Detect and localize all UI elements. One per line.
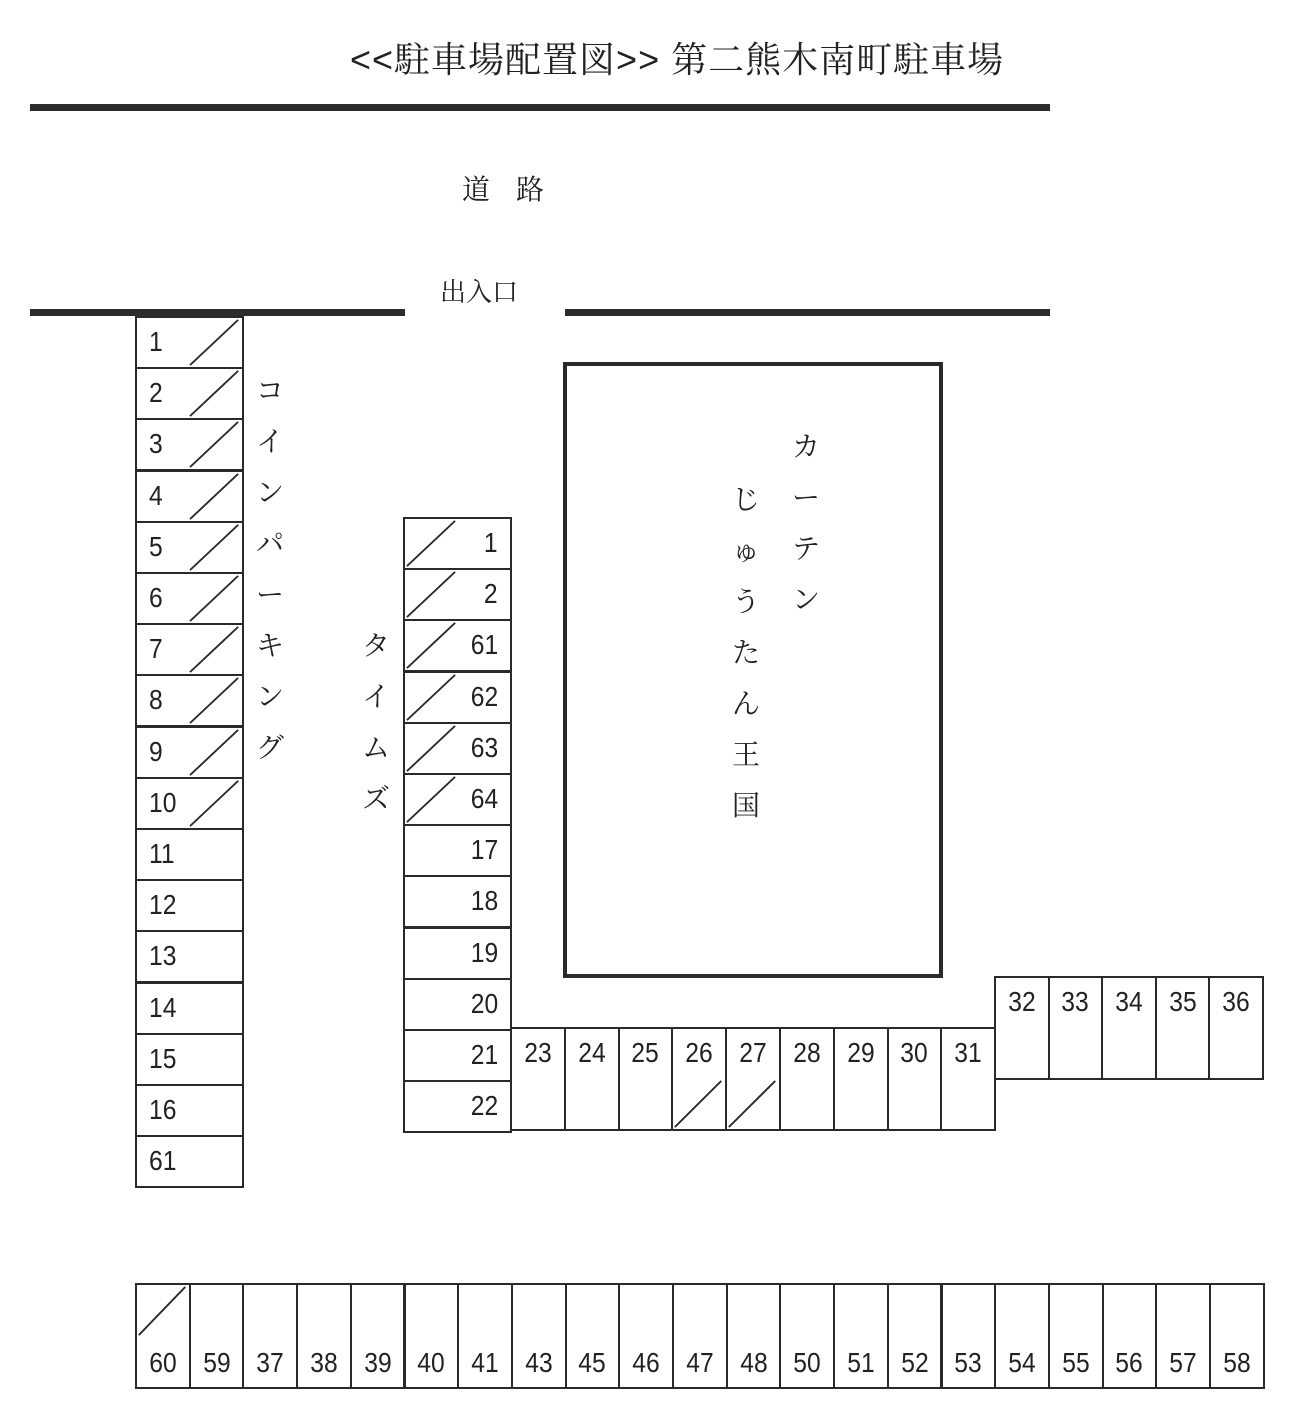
parking-stall[interactable]: [135, 828, 244, 881]
stall-number: 12: [149, 889, 177, 921]
stall-number: 37: [256, 1347, 284, 1378]
stall-number: 41: [471, 1347, 499, 1378]
shop-name-char: 国: [732, 790, 761, 821]
parking-stall[interactable]: [672, 1283, 728, 1389]
parking-stall[interactable]: [135, 367, 244, 420]
label-char: イ: [362, 681, 391, 712]
stall-number: 46: [632, 1347, 660, 1378]
label-char: パ: [256, 528, 285, 559]
parking-stall[interactable]: [1102, 1283, 1158, 1389]
label-char: イ: [256, 426, 285, 457]
parking-stall[interactable]: [887, 1283, 943, 1389]
parking-stall[interactable]: [1101, 976, 1157, 1080]
parking-stall[interactable]: [779, 1027, 835, 1131]
parking-stall[interactable]: [403, 619, 512, 672]
shop-name-char: ゅ: [732, 535, 761, 566]
stall-number: 28: [793, 1037, 821, 1068]
stall-number: 35: [1168, 986, 1197, 1017]
shop-name-char: た: [732, 637, 761, 668]
parking-stall[interactable]: [403, 671, 512, 724]
parking-stall[interactable]: [189, 1283, 245, 1389]
parking-stall[interactable]: [350, 1283, 406, 1389]
label-char: ー: [256, 579, 285, 610]
stall-number: 8: [149, 684, 163, 716]
stall-number: 1: [484, 527, 498, 558]
parking-stall[interactable]: [403, 824, 512, 877]
shop-name-char: ン: [792, 584, 821, 615]
stall-number: 17: [470, 834, 498, 866]
stall-number: 24: [577, 1037, 606, 1068]
parking-stall[interactable]: [940, 1027, 996, 1131]
stall-number: 55: [1062, 1347, 1090, 1378]
parking-stall[interactable]: [833, 1027, 889, 1131]
parking-stall[interactable]: [1209, 1283, 1265, 1389]
parking-stall[interactable]: [618, 1283, 674, 1389]
stall-number: 47: [686, 1347, 714, 1378]
stall-number: 7: [149, 633, 163, 665]
stall-number: 20: [470, 987, 498, 1019]
stall-number: 45: [578, 1347, 607, 1378]
parking-stall[interactable]: [833, 1283, 889, 1389]
parking-stall[interactable]: [135, 879, 244, 932]
parking-stall[interactable]: [135, 418, 244, 471]
stall-number: 48: [739, 1347, 768, 1378]
parking-stall[interactable]: [403, 1029, 512, 1082]
times-label: [362, 620, 390, 824]
shop-name-char: う: [732, 586, 761, 617]
stall-number: 38: [310, 1347, 338, 1378]
parking-stall[interactable]: [135, 674, 244, 727]
parking-stall[interactable]: [1208, 976, 1264, 1080]
stall-number: 61: [149, 1145, 177, 1177]
parking-stall[interactable]: [135, 1283, 191, 1389]
road-label: 道路: [462, 174, 571, 205]
label-char: ン: [256, 477, 285, 508]
parking-stall[interactable]: [135, 1084, 244, 1137]
stall-number: 56: [1115, 1347, 1144, 1378]
stall-number: 14: [149, 991, 177, 1023]
parking-stall[interactable]: [510, 1027, 566, 1131]
parking-stall[interactable]: [1155, 976, 1211, 1080]
parking-stall[interactable]: [403, 568, 512, 621]
lot-boundary-left: [30, 309, 405, 316]
parking-stall[interactable]: [135, 572, 244, 625]
label-char: ズ: [362, 783, 391, 814]
label-char: キ: [256, 630, 285, 661]
stall-number: 51: [847, 1347, 875, 1378]
parking-stall[interactable]: [565, 1283, 621, 1389]
label-char: コ: [256, 375, 285, 406]
stall-number: 18: [470, 885, 498, 917]
parking-stall[interactable]: [135, 470, 244, 523]
parking-stall[interactable]: [725, 1027, 781, 1131]
shop-name-line-1: [792, 421, 820, 625]
shop-name-char: カ: [792, 431, 821, 462]
shop-name-char: 王: [732, 739, 761, 770]
parking-stall[interactable]: [135, 726, 244, 779]
stall-number: 16: [149, 1094, 177, 1125]
stall-number: 6: [149, 582, 163, 613]
shop-name-line-2: [732, 474, 760, 831]
parking-stall[interactable]: [726, 1283, 782, 1389]
parking-stall[interactable]: [135, 777, 244, 830]
stall-number: 5: [149, 530, 163, 562]
stall-number: 54: [1008, 1347, 1036, 1378]
parking-stall[interactable]: [403, 978, 512, 1031]
stall-number: 13: [149, 940, 177, 972]
parking-stall[interactable]: [242, 1283, 298, 1389]
shop-building: [563, 362, 943, 978]
wall-segment: [994, 976, 996, 1131]
stall-number: 15: [149, 1042, 177, 1074]
stall-number: 34: [1115, 986, 1143, 1017]
parking-stall[interactable]: [564, 1027, 620, 1131]
stall-number: 59: [202, 1347, 231, 1378]
parking-stall[interactable]: [1048, 976, 1104, 1080]
label-char: グ: [256, 732, 285, 763]
entrance-label: 出入口: [440, 277, 519, 307]
stall-number: 30: [900, 1037, 929, 1068]
lot-boundary-right: [565, 309, 1050, 316]
parking-stall[interactable]: [135, 521, 244, 574]
parking-stall[interactable]: [296, 1283, 352, 1389]
label-char: タ: [362, 630, 391, 661]
parking-stall[interactable]: [403, 722, 512, 775]
stall-number: 22: [470, 1090, 498, 1122]
stall-number: 26: [685, 1037, 713, 1068]
stall-number: 21: [470, 1039, 498, 1070]
shop-name-char: テ: [792, 533, 821, 564]
parking-stall[interactable]: [403, 875, 512, 928]
stall-number: 40: [417, 1347, 446, 1378]
stall-number: 11: [149, 838, 175, 869]
stall-number: 23: [524, 1037, 552, 1068]
parking-stall[interactable]: [403, 1080, 512, 1133]
coin-parking-label: [256, 365, 284, 773]
stall-number: 57: [1169, 1347, 1197, 1378]
stall-number: 60: [149, 1347, 177, 1378]
stall-number: 63: [470, 731, 498, 763]
parking-stall[interactable]: [404, 1283, 460, 1389]
stall-number: 2: [149, 377, 163, 409]
parking-stall[interactable]: [135, 623, 244, 676]
stall-number: 31: [954, 1037, 982, 1068]
stall-number: 29: [846, 1037, 875, 1068]
stall-number: 61: [470, 629, 498, 661]
parking-stall[interactable]: [779, 1283, 835, 1389]
stall-number: 32: [1008, 986, 1036, 1017]
stall-number: 10: [149, 786, 177, 818]
parking-stall[interactable]: [403, 927, 512, 980]
label-char: ン: [256, 681, 285, 712]
road-top-boundary: [30, 104, 1050, 111]
page-title: <<駐車場配置図>> 第二熊木南町駐車場: [350, 39, 1005, 80]
stall-number: 33: [1061, 986, 1090, 1017]
parking-stall[interactable]: [994, 1283, 1050, 1389]
parking-stall[interactable]: [403, 773, 512, 826]
stall-number: 58: [1223, 1347, 1251, 1378]
parking-stall[interactable]: [1155, 1283, 1211, 1389]
parking-stall[interactable]: [135, 930, 244, 983]
stall-number: 62: [470, 680, 498, 712]
stall-number: 9: [149, 735, 163, 767]
stall-number: 3: [149, 428, 163, 460]
stall-number: 53: [954, 1347, 983, 1378]
parking-stall[interactable]: [135, 1033, 244, 1086]
parking-stall[interactable]: [1048, 1283, 1104, 1389]
wall-segment: [510, 1027, 996, 1029]
shop-name-char: じ: [732, 484, 761, 515]
parking-stall[interactable]: [887, 1027, 943, 1131]
stall-number: 36: [1222, 986, 1250, 1017]
stall-number: 27: [739, 1037, 767, 1068]
stall-number: 50: [793, 1347, 821, 1378]
shop-name-char: ー: [792, 482, 821, 513]
stall-number: 19: [470, 936, 498, 968]
stall-number: 52: [900, 1347, 929, 1378]
parking-stall[interactable]: [135, 982, 244, 1035]
parking-stall[interactable]: [511, 1283, 567, 1389]
parking-stall[interactable]: [941, 1283, 997, 1389]
parking-stall[interactable]: [671, 1027, 727, 1131]
stall-number: 4: [149, 479, 163, 511]
parking-stall[interactable]: [135, 1135, 244, 1188]
stall-number: 1: [149, 326, 163, 357]
stall-number: 2: [484, 578, 498, 610]
stall-number: 64: [470, 783, 498, 814]
parking-stall[interactable]: [618, 1027, 674, 1131]
label-char: ム: [362, 732, 391, 763]
parking-stall[interactable]: [135, 316, 244, 369]
stall-number: 25: [631, 1037, 660, 1068]
parking-stall[interactable]: [994, 976, 1050, 1080]
stall-number: 39: [363, 1347, 392, 1378]
shop-name-char: ん: [732, 688, 761, 719]
parking-stall[interactable]: [403, 517, 512, 570]
stall-number: 43: [525, 1347, 553, 1378]
parking-stall[interactable]: [457, 1283, 513, 1389]
